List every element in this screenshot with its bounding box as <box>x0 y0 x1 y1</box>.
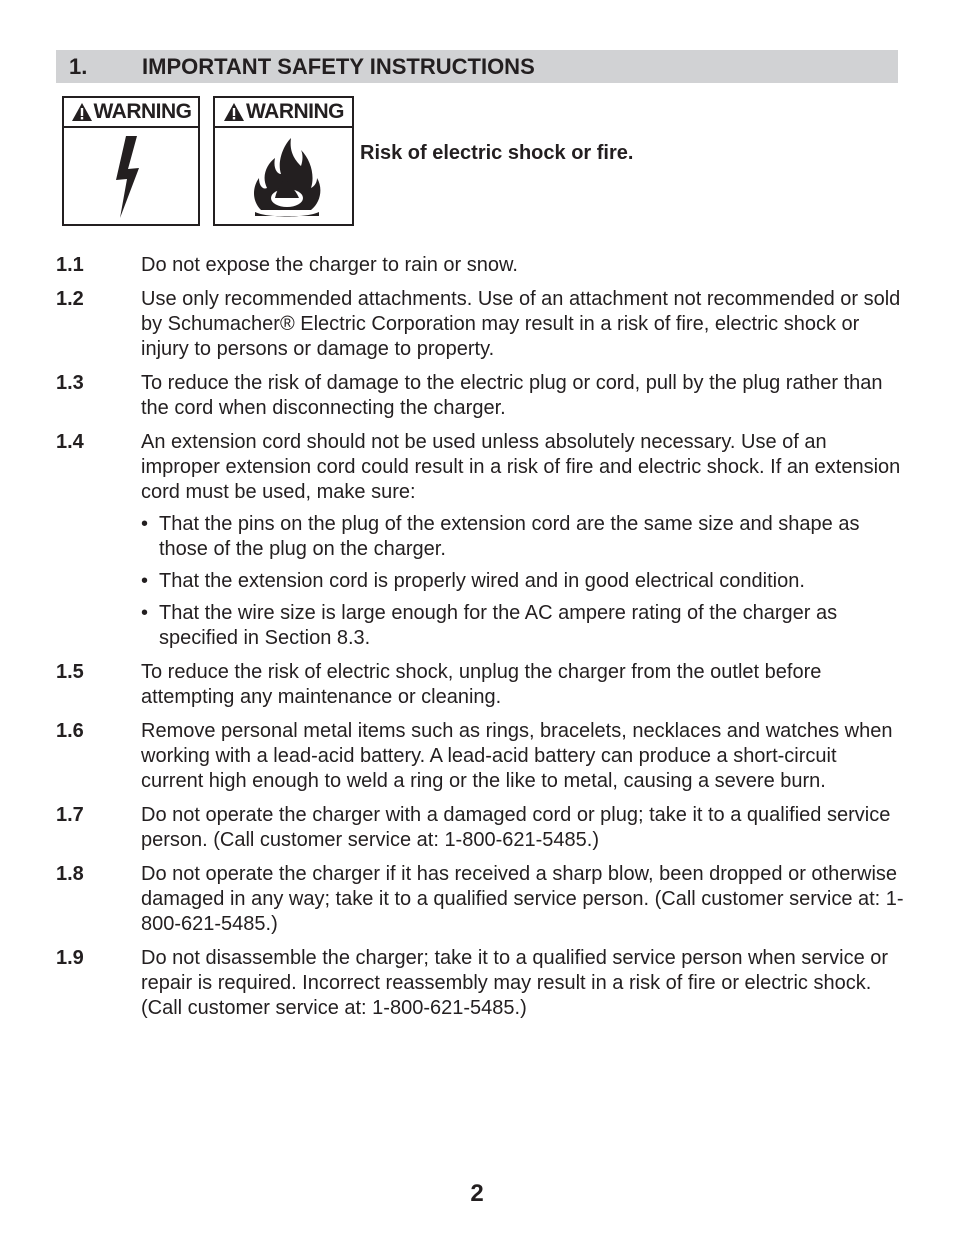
list-item <box>56 946 904 1021</box>
item-text: To reduce the risk of damage to the electric plug or cord, pull by the plug rather than the cord when disconnecting the charger. <box>141 372 883 419</box>
list-item <box>56 430 904 651</box>
bullet-text: That the pins on the plug of the extension cord are the same size and shape as those of the plug on the charger. <box>159 513 860 560</box>
item-text: Do not operate the charger with a damaged cord or plug; take it to a qualified service person. (Call customer service at: 1-800-621-5485.) <box>141 804 891 851</box>
section-header <box>56 50 898 83</box>
item-text: To reduce the risk of electric shock, unplug the charger from the outlet before attempting any maintenance or cleaning. <box>141 661 822 708</box>
list-item <box>56 660 904 710</box>
bullet-item <box>139 569 904 594</box>
list-item <box>56 253 904 278</box>
bullet-marker: • <box>141 570 149 592</box>
warning-label <box>215 98 352 128</box>
warning-label <box>64 98 198 128</box>
item-number: 1.4 <box>56 431 84 453</box>
item-number: 1.1 <box>56 254 84 276</box>
list-item <box>56 803 904 853</box>
bullet-marker: • <box>141 602 149 624</box>
bullet-item <box>139 601 904 651</box>
list-item <box>56 862 904 937</box>
warning-box-fire <box>213 96 354 226</box>
bullet-text: That the extension cord is properly wired and in good electrical condition. <box>159 570 805 592</box>
item-number: 1.5 <box>56 661 84 683</box>
item-number: 1.3 <box>56 372 84 394</box>
item-text: Remove personal metal items such as rings, bracelets, necklaces and watches when working with a lead-acid battery. A lead-acid battery can produce a short-circuit current high enough to weld a ring or the like to metal, causing a severe burn. <box>141 720 893 792</box>
list-item <box>56 287 904 362</box>
item-number: 1.8 <box>56 863 84 885</box>
risk-statement: Risk of electric shock or fire. <box>360 142 634 164</box>
bullet-item <box>139 512 904 562</box>
item-text: Use only recommended attachments. Use of an attachment not recommended or sold by Schumacher® Electric Corporation may result in a risk of fire, electric shock or injury to persons or damage to property. <box>141 288 901 360</box>
item-text: Do not disassemble the charger; take it to a qualified service person when service or repair is required. Incorrect reassembly may result in a risk of fire or electric shock. (Call customer service at: 1-800-621-5485.) <box>141 947 889 1019</box>
list-item <box>56 371 904 421</box>
warning-box-shock <box>62 96 200 226</box>
alert-triangle-icon <box>71 102 93 122</box>
list-item <box>56 719 904 794</box>
section-title: IMPORTANT SAFETY INSTRUCTIONS <box>142 54 535 79</box>
item-text: An extension cord should not be used unless absolutely necessary. Use of an improper extension cord could result in a risk of fire and electric shock. If an extension cord must be used, make sure: <box>141 431 901 503</box>
item-text: Do not operate the charger if it has received a sharp blow, been dropped or otherwise damaged in any way; take it to a qualified service person. (Call customer service at: 1-800-621-5485.) <box>141 863 904 935</box>
warning-text: WARNING <box>246 100 344 123</box>
bullet-marker: • <box>141 513 149 535</box>
flame-icon <box>215 128 352 224</box>
warning-text: WARNING <box>93 100 192 123</box>
bullet-text: That the wire size is large enough for the AC ampere rating of the charger as specified in Section 8.3. <box>159 602 838 649</box>
section-number: 1. <box>69 54 88 79</box>
item-text: Do not expose the charger to rain or snow. <box>141 254 518 276</box>
item-number: 1.6 <box>56 720 84 742</box>
item-number: 1.7 <box>56 804 84 826</box>
item-number: 1.2 <box>56 288 84 310</box>
lightning-bolt-icon <box>64 128 198 224</box>
page-number: 2 <box>470 1180 484 1207</box>
item-number: 1.9 <box>56 947 84 969</box>
safety-instructions-list <box>56 253 904 1030</box>
alert-triangle-icon <box>223 102 245 122</box>
